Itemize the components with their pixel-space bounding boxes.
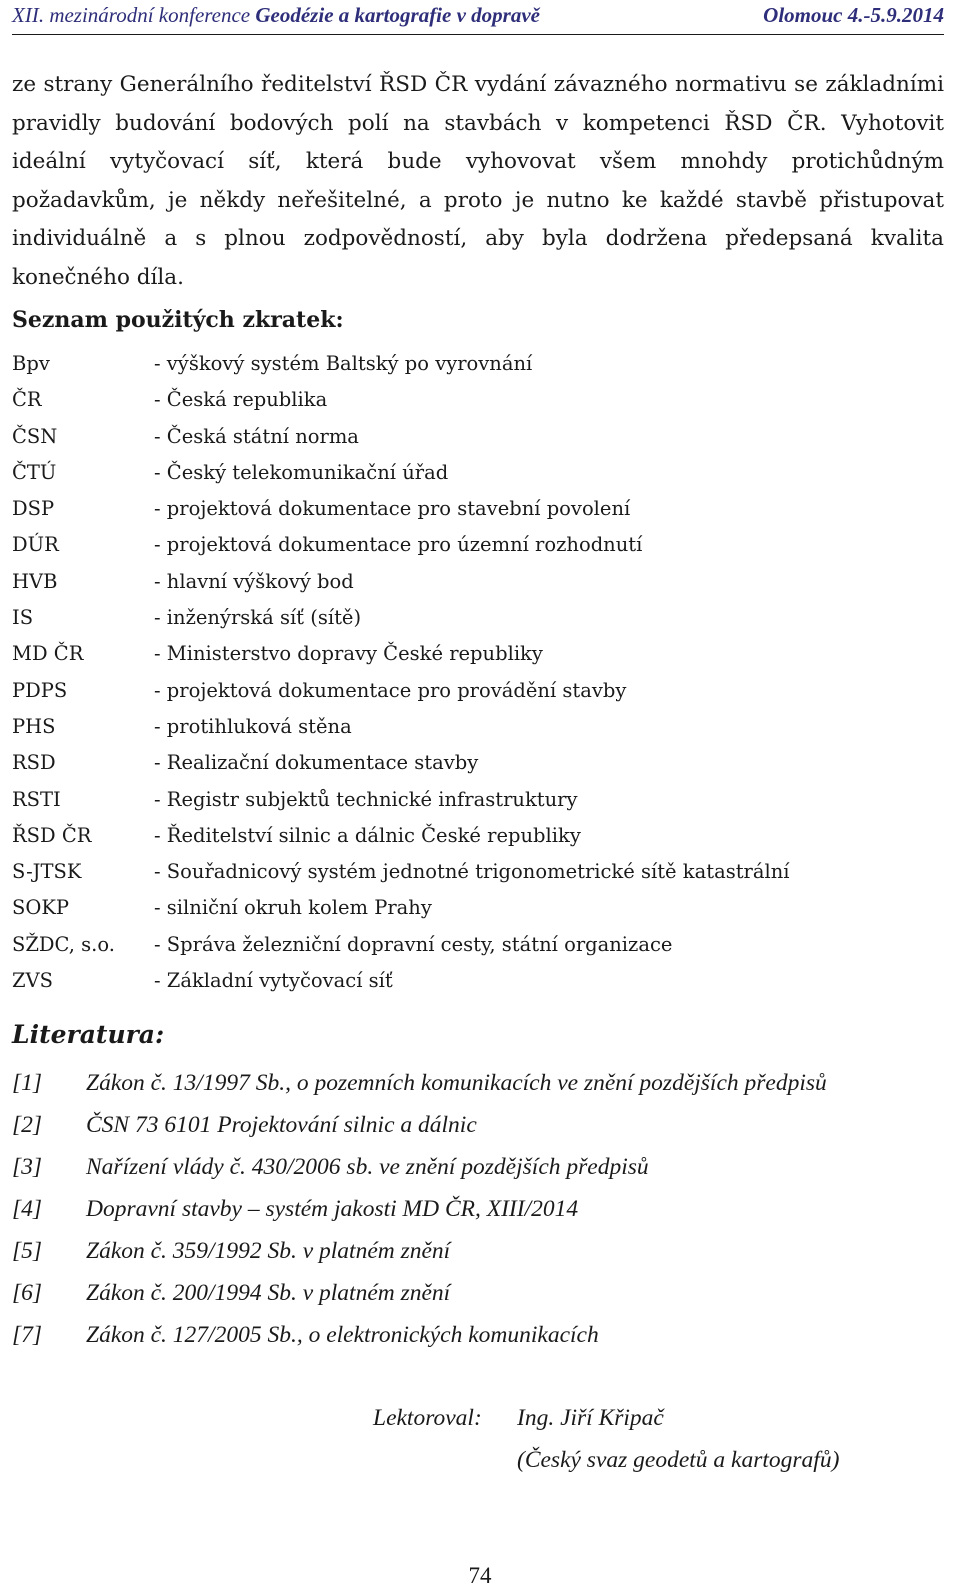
literature-item (12, 1147, 947, 1189)
literature-item (12, 1231, 947, 1273)
literature-text: Zákon č. 200/1994 Sb. v platném znění (86, 1280, 451, 1306)
abbreviation: Bpv (12, 352, 50, 375)
reviewer-affiliation: (Český svaz geodetů a kartografů) (517, 1447, 840, 1473)
abbreviation-row (12, 745, 912, 781)
abbreviation: SOKP (12, 896, 70, 920)
literature-list (12, 1063, 947, 1357)
abbreviation: SŽDC, s.o. (12, 932, 115, 956)
abbreviation-meaning: - Ředitelství silnic a dálnic České republiky (154, 823, 581, 847)
abbreviation-meaning: - Základní vytyčovací síť (154, 969, 393, 993)
conference-place-date: Olomouc 4.-5.9.2014 (763, 3, 944, 27)
literature-item (12, 1315, 947, 1357)
abbreviation: DSP (12, 497, 55, 521)
literature-number: [1] (12, 1070, 43, 1096)
abbreviation-meaning: - projektová dokumentace pro územní rozhodnutí (154, 533, 643, 557)
abbreviation-row (12, 818, 912, 854)
abbreviation-row (12, 890, 912, 926)
literature-number: [4] (12, 1196, 43, 1222)
abbreviation-row (12, 527, 912, 563)
reviewer-name: Ing. Jiří Křipač (517, 1405, 664, 1431)
literature-text: Zákon č. 359/1992 Sb. v platném znění (86, 1238, 451, 1264)
abbreviation-row (12, 709, 912, 745)
literature-text: Nařízení vlády č. 430/2006 sb. ve znění pozdějších předpisů (86, 1154, 649, 1180)
abbreviation-row (12, 564, 912, 600)
abbreviation: HVB (12, 569, 58, 593)
abbreviations-list (12, 346, 912, 999)
abbreviations-heading: Seznam použitých zkratek: (12, 307, 344, 333)
abbreviation-meaning: - Realizační dokumentace stavby (154, 751, 479, 775)
literature-text: ČSN 73 6101 Projektování silnic a dálnic (86, 1112, 477, 1138)
abbreviation: ZVS (12, 969, 53, 993)
abbreviation-meaning: - silniční okruh kolem Prahy (154, 896, 432, 920)
literature-number: [7] (12, 1322, 43, 1348)
literature-text: Zákon č. 127/2005 Sb., o elektronických komunikacích (86, 1322, 599, 1348)
abbreviation-meaning: - Souřadnicový systém jednotné trigonometrické sítě katastrální (154, 860, 790, 884)
literature-number: [3] (12, 1154, 43, 1180)
body-paragraph: ze strany Generálního ředitelství ŘSD ČR vydání závazného normativu se základními pravidly budování bodových polí na stavbách v kompetenci ŘSD ČR. Vyhotovit ideální vytyčovací síť, která bude vyhovovat všem mnohdy protichůdným požadavkům, je někdy neřešitelné, a proto je nutno ke každé stavbě přistupovat individuálně a s plnou zodpovědností, aby byla dodržena předepsaná kvalita konečného díla. (12, 72, 944, 290)
conference-name: Geodézie a kartografie v dopravě (255, 3, 540, 27)
abbreviation-row (12, 673, 912, 709)
abbreviation-meaning: - Ministerstvo dopravy České republiky (154, 642, 543, 666)
abbreviation-meaning: - protihluková stěna (154, 714, 352, 738)
page-number: 74 (468, 1563, 492, 1588)
literature-item (12, 1273, 947, 1315)
literature-number: [5] (12, 1238, 43, 1264)
abbreviation: ČR (12, 388, 42, 412)
conference-prefix: XII. mezinárodní konference (12, 3, 256, 27)
abbreviation-meaning: - Česká státní norma (154, 424, 359, 448)
abbreviation-row (12, 600, 912, 636)
abbreviation-meaning: - Český telekomunikační úřad (154, 460, 449, 484)
abbreviation-meaning: - inženýrská síť (sítě) (154, 606, 362, 630)
abbreviation: PDPS (12, 678, 68, 702)
abbreviation-row (12, 491, 912, 527)
literature-item (12, 1063, 947, 1105)
abbreviation-row (12, 927, 912, 963)
literature-item (12, 1189, 947, 1231)
reviewer-label: Lektoroval: (373, 1405, 482, 1431)
abbreviation-row (12, 382, 912, 418)
abbreviation: RSTI (12, 787, 61, 811)
abbreviation-meaning: - Registr subjektů technické infrastruktury (154, 787, 578, 811)
abbreviation-meaning: - Česká republika (154, 388, 328, 412)
literature-heading: Literatura: (12, 1020, 165, 1049)
literature-number: [6] (12, 1280, 43, 1306)
abbreviation-row (12, 963, 912, 999)
abbreviation-meaning: - projektová dokumentace pro stavební povolení (154, 497, 631, 521)
abbreviation: S-JTSK (12, 860, 82, 884)
abbreviation-row (12, 854, 912, 890)
literature-text: Zákon č. 13/1997 Sb., o pozemních komunikacích ve znění pozdějších předpisů (86, 1070, 827, 1096)
literature-number: [2] (12, 1112, 43, 1138)
literature-item (12, 1105, 947, 1147)
abbreviation: RSD (12, 751, 56, 775)
conference-title (12, 0, 540, 30)
abbreviation-meaning: - hlavní výškový bod (154, 569, 354, 593)
abbreviation-meaning: - projektová dokumentace pro provádění stavby (154, 678, 627, 702)
abbreviation: ŘSD ČR (12, 823, 92, 847)
abbreviation-row (12, 636, 912, 672)
abbreviation-row (12, 419, 912, 455)
abbreviation: ČSN (12, 424, 58, 448)
abbreviation: IS (12, 606, 34, 630)
abbreviation: DÚR (12, 533, 59, 557)
literature-text: Dopravní stavby – systém jakosti MD ČR, XIII/2014 (86, 1196, 579, 1222)
abbreviation: MD ČR (12, 642, 84, 666)
page-header (12, 0, 944, 35)
abbreviation: PHS (12, 714, 56, 738)
abbreviation: ČTÚ (12, 460, 57, 484)
abbreviation-meaning: - výškový systém Baltský po vyrovnání (154, 352, 533, 375)
abbreviation-row (12, 455, 912, 491)
reviewer-block (373, 1397, 839, 1481)
abbreviation-row (12, 346, 912, 382)
abbreviation-meaning: - Správa železniční dopravní cesty, státní organizace (154, 932, 673, 956)
abbreviation-row (12, 782, 912, 818)
